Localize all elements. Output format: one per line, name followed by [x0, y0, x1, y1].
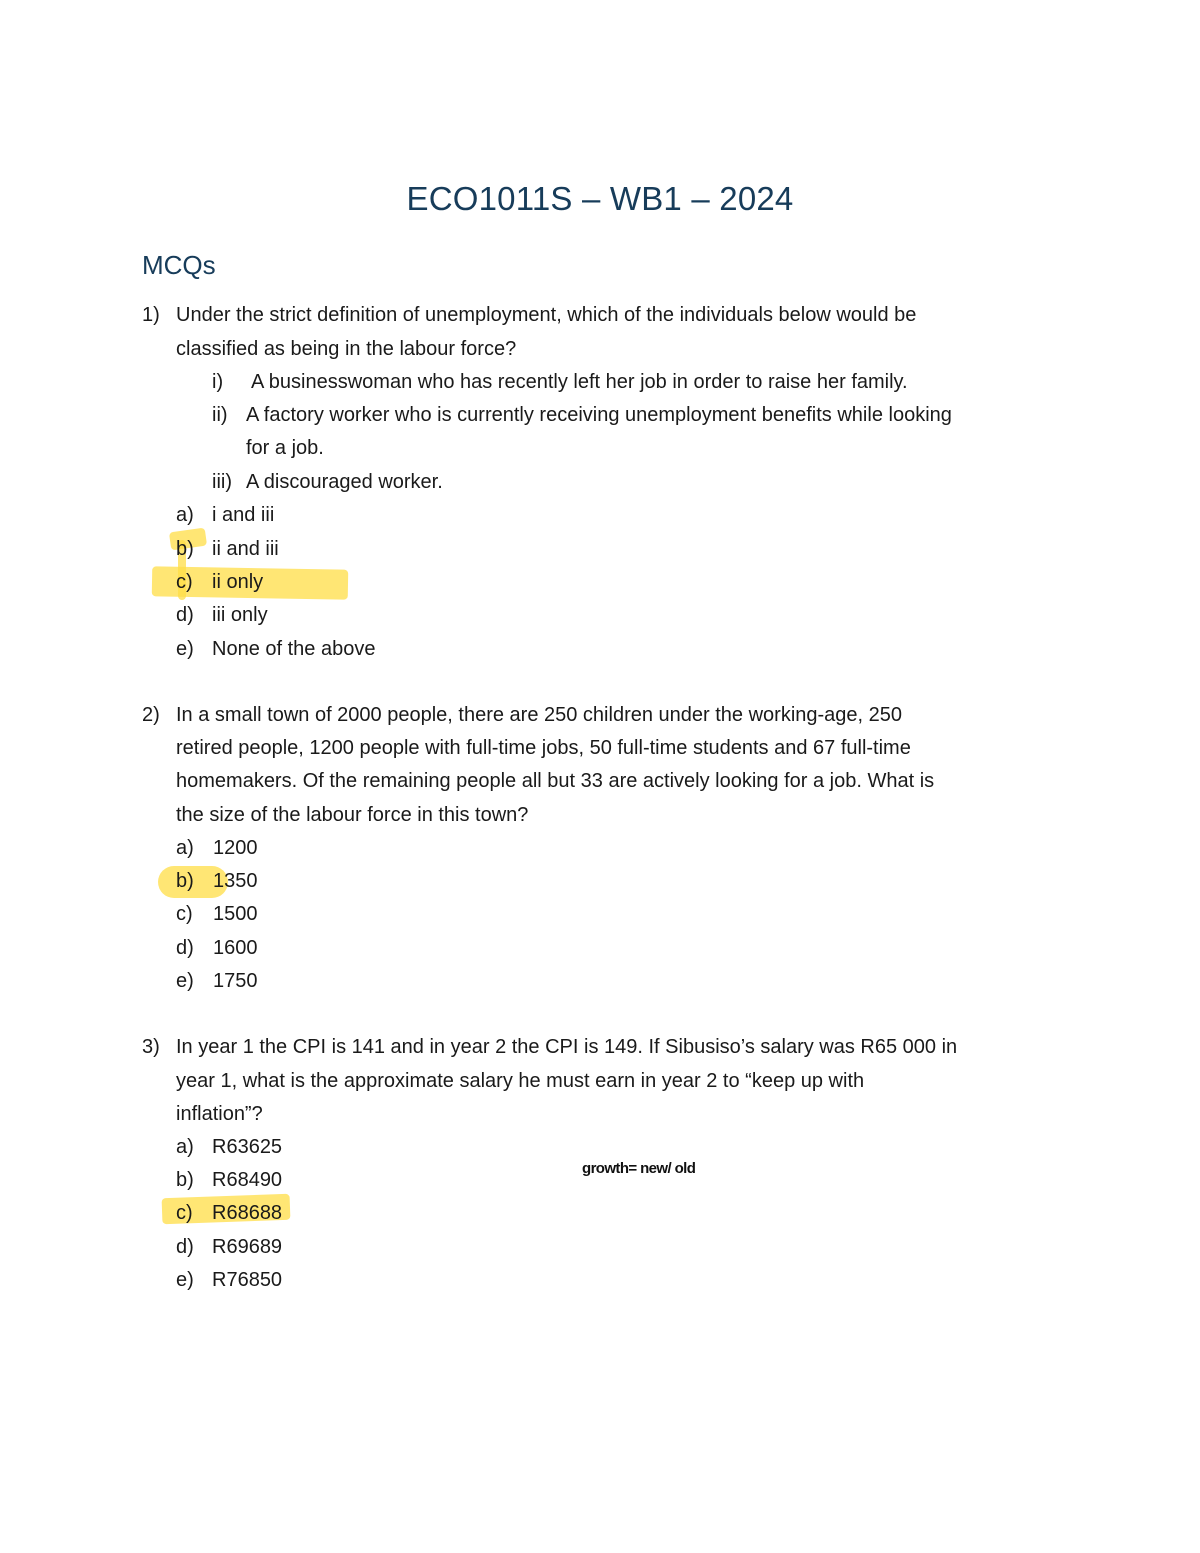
question-1-text: Under the strict definition of unemployment, which of the individuals below would be	[176, 304, 917, 326]
option-text: iii only	[212, 604, 268, 626]
option-letter: b)	[176, 870, 194, 892]
question-3-text: In year 1 the CPI is 141 and in year 2 the CPI is 149. If Sibusiso’s salary was R65 000 in	[176, 1036, 958, 1058]
option-letter: e)	[176, 970, 194, 992]
statement-number: iii)	[212, 471, 232, 493]
option-text: R76850	[212, 1269, 283, 1291]
option-letter: c)	[176, 903, 193, 925]
option-letter: d)	[176, 1236, 194, 1258]
option-letter: a)	[176, 504, 194, 526]
statement-text: A businesswoman who has recently left her job in order to raise her family.	[251, 371, 908, 393]
option-text: 1500	[213, 903, 258, 925]
option-text: R68490	[212, 1169, 283, 1191]
question-2-text: the size of the labour force in this town?	[176, 804, 529, 826]
option-letter: d)	[176, 937, 194, 959]
question-3-text: inflation”?	[176, 1103, 263, 1125]
option-letter: b)	[176, 1169, 194, 1191]
question-3-number: 3)	[142, 1036, 160, 1058]
statement-text: A discouraged worker.	[246, 471, 443, 493]
option-letter: c)	[176, 571, 193, 593]
option-text-answer: R68688	[212, 1202, 283, 1224]
annotation-note: growth= new/ old	[582, 1160, 696, 1177]
question-3-text: year 1, what is the approximate salary he must earn in year 2 to “keep up with	[176, 1070, 865, 1092]
option-text: 1750	[213, 970, 258, 992]
option-letter: c)	[176, 1202, 193, 1224]
option-text: 1200	[213, 837, 258, 859]
option-letter: e)	[176, 638, 194, 660]
option-letter: d)	[176, 604, 194, 626]
option-letter: a)	[176, 1136, 194, 1158]
option-text: 1600	[213, 937, 258, 959]
option-text: i and iii	[212, 504, 275, 526]
option-text: None of the above	[212, 638, 376, 660]
section-heading: MCQs	[142, 250, 216, 280]
question-2-text: homemakers. Of the remaining people all but 33 are actively looking for a job. What is	[176, 770, 935, 792]
statement-number: ii)	[212, 404, 228, 426]
question-1-number: 1)	[142, 304, 160, 326]
question-2-number: 2)	[142, 704, 160, 726]
question-1-text: classified as being in the labour force?	[176, 338, 517, 360]
option-text-answer: ii only	[212, 571, 264, 593]
statement-text: A factory worker who is currently receiving unemployment benefits while looking	[246, 404, 952, 426]
question-2-text: retired people, 1200 people with full-time jobs, 50 full-time students and 67 full-time	[176, 737, 911, 759]
option-letter: b)	[176, 538, 194, 560]
page-title: ECO1011S – WB1 – 2024	[406, 180, 794, 217]
option-text: R69689	[212, 1236, 283, 1258]
option-text: R63625	[212, 1136, 283, 1158]
statement-number: i)	[212, 371, 224, 393]
option-letter: e)	[176, 1269, 194, 1291]
option-text-answer: 1350	[213, 870, 258, 892]
option-text: ii and iii	[212, 538, 279, 560]
option-letter: a)	[176, 837, 194, 859]
question-2-text: In a small town of 2000 people, there are 250 children under the working-age, 250	[176, 704, 903, 726]
statement-text: for a job.	[246, 437, 324, 459]
